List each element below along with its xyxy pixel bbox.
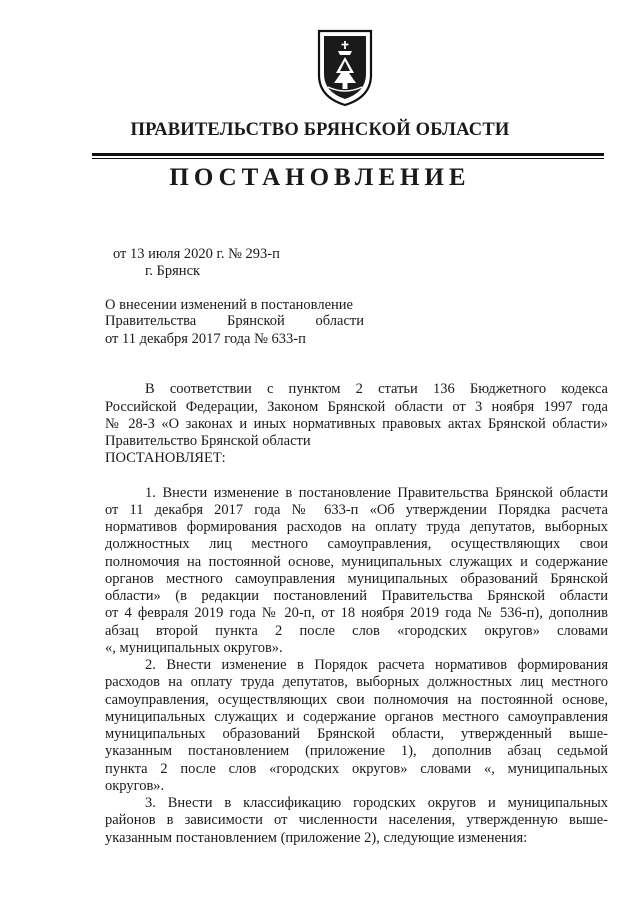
clause1-line: 1. Внести изменение в постановление Правительства Брянской области xyxy=(145,485,608,501)
subject-line: от 11 декабря 2017 года № 633-п xyxy=(105,331,306,347)
header-rule-thick xyxy=(92,153,604,156)
clause2-line: самоуправления, осуществляющих свои полномочия на постоянной основе, xyxy=(105,692,608,708)
clause1-line: должностных лиц местного самоуправления, осуществляющих свои xyxy=(105,536,608,552)
clause1-line: органов местного самоуправления муниципальных образований Брянской xyxy=(105,571,608,587)
organization-title: ПРАВИТЕЛЬСТВО БРЯНСКОЙ ОБЛАСТИ xyxy=(130,120,510,140)
clause3-line: указанным постановлением (приложение 2), следующие изменения: xyxy=(105,830,528,846)
clause1-line: абзац второй пункта 2 после слов «городских округов» словами xyxy=(105,623,608,639)
subject-line: Правительства Брянской области xyxy=(105,313,364,329)
clause2-line: муниципальных служащих и содержание органов местного самоуправления xyxy=(105,709,608,725)
header-rule-thin xyxy=(92,158,604,159)
preamble-line: Правительство Брянской области xyxy=(105,433,311,449)
clause2-line: округов». xyxy=(105,778,165,794)
clause2-line: муниципальных образований Брянской области, утвержденный выше- xyxy=(105,726,608,742)
clause3-line: районов в зависимости от численности населения, утвержденную выше- xyxy=(105,812,608,828)
clause1-line: от 4 февраля 2019 года № 20-п, от 18 ноября 2019 года № 536-п), дополнив xyxy=(105,605,608,621)
subject-line: О внесении изменений в постановление xyxy=(105,297,353,313)
clause2-line: расходов на оплату труда депутатов, выборных должностных лиц местного xyxy=(105,674,608,690)
clause2-line: 2. Внести изменение в Порядок расчета нормативов формирования xyxy=(145,657,608,673)
preamble-line: № 28-З «О законах и иных нормативных правовых актах Брянской области» xyxy=(105,416,608,432)
date-number: от 13 июля 2020 г. № 293-п xyxy=(113,246,280,262)
clause1-line: нормативов формирования расходов на оплату труда депутатов, выборных xyxy=(105,519,608,535)
city: г. Брянск xyxy=(145,263,201,279)
clause2-line: указанным постановлением (приложение 1), дополнив абзац седьмой xyxy=(105,743,608,759)
clause1-line: «, муниципальных округов». xyxy=(105,640,283,656)
preamble-line: В соответствии с пунктом 2 статьи 136 Бюджетного кодекса xyxy=(145,381,608,397)
preamble-line: ПОСТАНОВЛЯЕТ: xyxy=(105,450,226,466)
clause1-line: полномочия на постоянной основе, муниципальных служащих и содержание xyxy=(105,554,608,570)
clause1-line: области» (в редакции постановлений Правительства Брянской области xyxy=(105,588,608,604)
clause3-line: 3. Внести в классификацию городских округов и муниципальных xyxy=(145,795,608,811)
preamble-line: Российской Федерации, Законом Брянской области от 3 ноября 1997 года xyxy=(105,399,608,415)
document-type: ПОСТАНОВЛЕНИЕ xyxy=(169,164,471,191)
clause1-line: от 11 декабря 2017 года № 633-п «Об утверждении Порядка расчета xyxy=(105,502,608,518)
bryansk-coat-of-arms-icon xyxy=(316,27,374,107)
clause2-line: пункта 2 после слов «городских округов» словами «, муниципальных xyxy=(105,761,608,777)
